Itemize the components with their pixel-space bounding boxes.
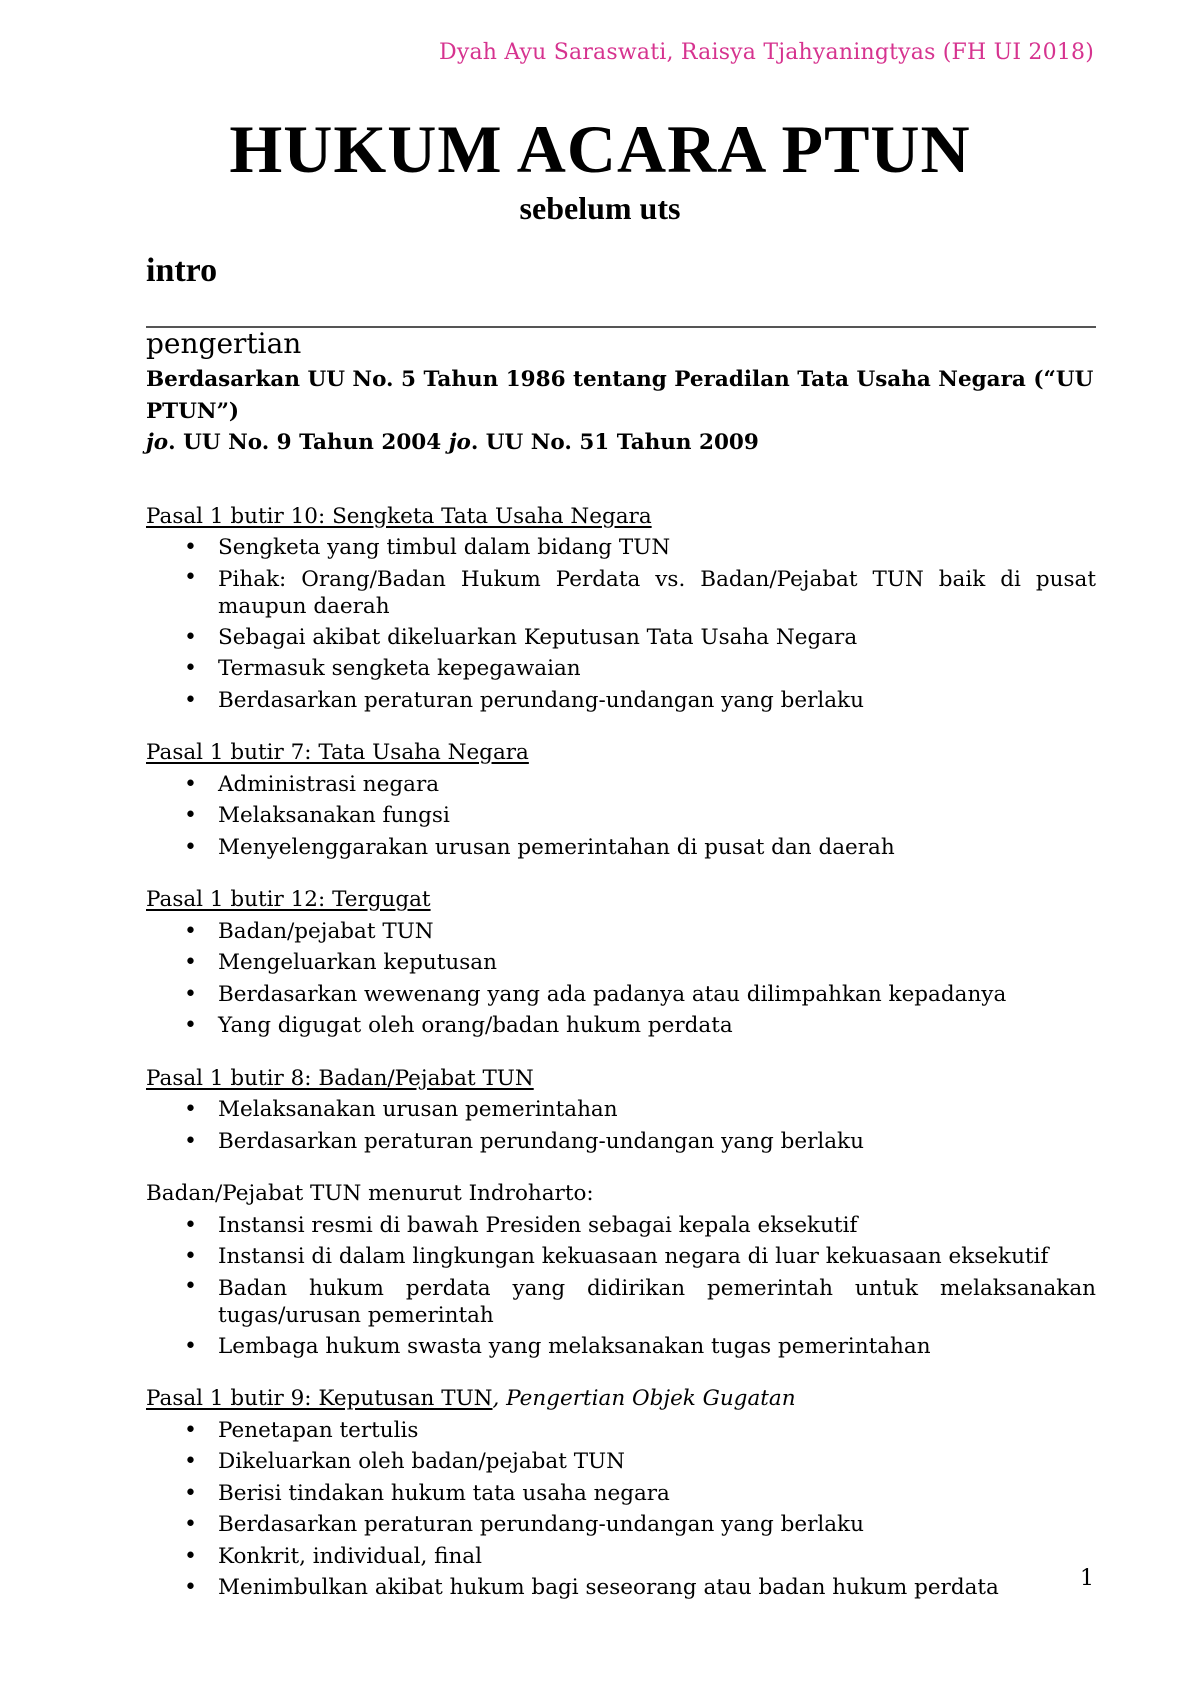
document-body (146, 364, 1096, 1604)
legal-basis-line1: Berdasarkan UU No. 5 Tahun 1986 tentang Peradilan Tata Usaha Negara (“UU PTUN”) (146, 367, 1094, 424)
document-title: HUKUM ACARA PTUN (229, 111, 971, 187)
author-header: Dyah Ayu Saraswati, Raisya Tjahyaningtyas (FH UI 2018) (439, 40, 1094, 65)
intro-heading: intro (146, 252, 218, 289)
bullet-list (146, 769, 1096, 864)
list-item: • Administrasi negara (146, 769, 1096, 801)
bullet-list (146, 1094, 1096, 1157)
list-item: • Dikeluarkan oleh badan/pejabat TUN (146, 1446, 1096, 1478)
legal-basis-end: . UU No. 51 Tahun 2009 (470, 430, 759, 455)
list-item: • Instansi resmi di bawah Presiden sebagai kepala eksekutif (146, 1210, 1096, 1242)
group-heading-line (146, 1383, 1096, 1415)
legal-basis-mid: . UU No. 9 Tahun 2004 (168, 430, 449, 455)
list-item: • Mengeluarkan keputusan (146, 947, 1096, 979)
jo-abbrev: jo (448, 430, 471, 455)
list-item: • Menimbulkan akibat hukum bagi seseorang atau badan hukum perdata (146, 1572, 1096, 1604)
list-item: • Yang digugat oleh orang/badan hukum perdata (146, 1010, 1096, 1042)
document-subtitle: sebelum uts (519, 190, 681, 226)
list-item: • Konkrit, individual, final (146, 1541, 1096, 1573)
list-item: • Melaksanakan urusan pemerintahan (146, 1094, 1096, 1126)
legal-basis (146, 364, 1096, 459)
list-item: • Lembaga hukum swasta yang melaksanakan tugas pemerintahan (146, 1331, 1096, 1363)
bullet-list (146, 1415, 1096, 1604)
list-item: • Instansi di dalam lingkungan kekuasaan negara di luar kekuasaan eksekutif (146, 1241, 1096, 1273)
definition-group (146, 501, 1096, 717)
list-item: • Badan/pejabat TUN (146, 916, 1096, 948)
list-item: • Melaksanakan fungsi (146, 800, 1096, 832)
group-heading: Badan/Pejabat TUN menurut Indroharto: (146, 1181, 594, 1206)
list-item: • Sebagai akibat dikeluarkan Keputusan Tata Usaha Negara (146, 622, 1096, 654)
group-heading: Pasal 1 butir 9: Keputusan TUN (146, 1386, 493, 1411)
group-heading: Pasal 1 butir 7: Tata Usaha Negara (146, 740, 529, 765)
bullet-list (146, 532, 1096, 716)
list-item: • Pihak: Orang/Badan Hukum Perdata vs. Badan/Pejabat TUN baik di pusat maupun daerah (146, 564, 1096, 622)
list-item: • Berdasarkan wewenang yang ada padanya atau dilimpahkan kepadanya (146, 979, 1096, 1011)
definition-group (146, 884, 1096, 1042)
jo-abbrev: jo (146, 430, 169, 455)
section-heading: pengertian (146, 327, 302, 360)
definition-group (146, 1178, 1096, 1362)
definition-group (146, 737, 1096, 863)
list-item: • Badan hukum perdata yang didirikan pemerintah untuk melaksanakan tugas/urusan pemerintah (146, 1273, 1096, 1331)
bullet-list (146, 916, 1096, 1042)
bullet-list (146, 1210, 1096, 1363)
list-item: • Penetapan tertulis (146, 1415, 1096, 1447)
list-item: • Berisi tindakan hukum tata usaha negara (146, 1478, 1096, 1510)
definition-group (146, 1383, 1096, 1604)
definition-group (146, 1063, 1096, 1158)
list-item: • Sengketa yang timbul dalam bidang TUN (146, 532, 1096, 564)
list-item: • Berdasarkan peraturan perundang-undangan yang berlaku (146, 1126, 1096, 1158)
group-heading: Pasal 1 butir 10: Sengketa Tata Usaha Negara (146, 503, 652, 529)
list-item: • Menyelenggarakan urusan pemerintahan di pusat dan daerah (146, 832, 1096, 864)
list-item: • Berdasarkan peraturan perundang-undangan yang berlaku (146, 1509, 1096, 1541)
page-number: 1 (1080, 1566, 1094, 1591)
group-heading-note: , Pengertian Objek Gugatan (492, 1386, 796, 1411)
group-heading: Pasal 1 butir 8: Badan/Pejabat TUN (146, 1065, 534, 1091)
list-item: • Berdasarkan peraturan perundang-undangan yang berlaku (146, 685, 1096, 717)
group-heading: Pasal 1 butir 12: Tergugat (146, 887, 431, 912)
list-item: • Termasuk sengketa kepegawaian (146, 653, 1096, 685)
